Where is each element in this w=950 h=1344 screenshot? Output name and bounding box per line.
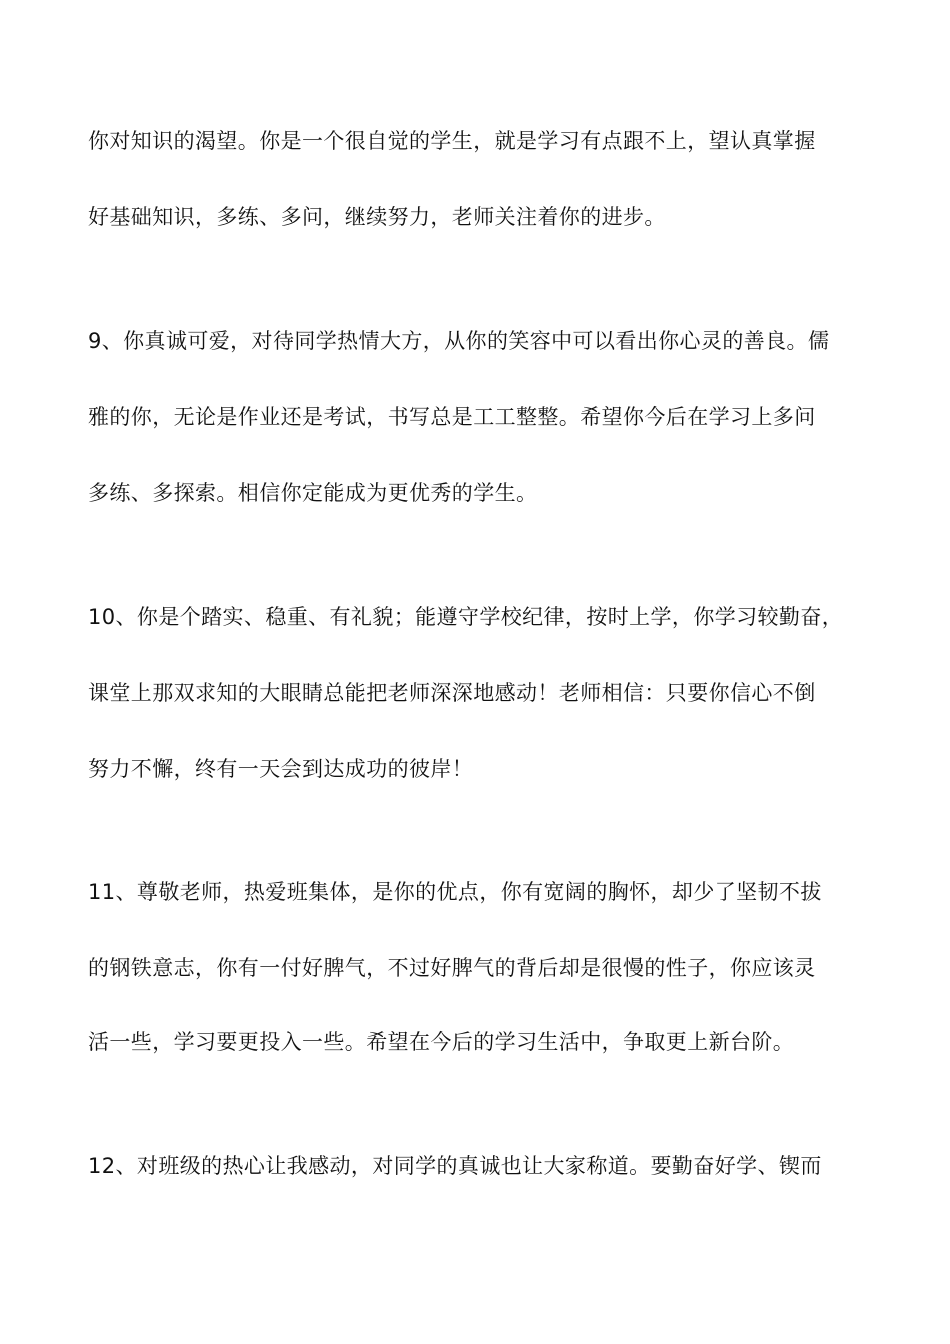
paragraph-1-line-1: 你对知识的渴望。你是一个很自觉的学生，就是学习有点跟不上，望认真掌握 <box>88 129 816 153</box>
paragraph-10-line-2: 课堂上那双求知的大眼睛总能把老师深深地感动！老师相信：只要你信心不倒 <box>88 681 816 705</box>
paragraph-10-line-1: 10、你是个踏实、稳重、有礼貌；能遵守学校纪律，按时上学，你学习较勤奋， <box>88 605 844 629</box>
paragraph-1-line-2: 好基础知识，多练、多问，继续努力，老师关注着你的进步。 <box>88 205 666 229</box>
paragraph-11-line-1: 11、尊敬老师，热爱班集体，是你的优点，你有宽阔的胸怀，却少了坚韧不拔 <box>88 880 822 904</box>
paragraph-11-line-2: 的钢铁意志，你有一付好脾气，不过好脾气的背后却是很慢的性子，你应该灵 <box>88 956 816 980</box>
paragraph-11-line-3: 活一些，学习要更投入一些。希望在今后的学习生活中，争取更上新台阶。 <box>88 1030 795 1054</box>
paragraph-9-line-3: 多练、多探索。相信你定能成为更优秀的学生。 <box>88 481 538 505</box>
paragraph-10-line-3: 努力不懈，终有一天会到达成功的彼岸！ <box>88 757 474 781</box>
paragraph-12-line-1: 12、对班级的热心让我感动，对同学的真诚也让大家称道。要勤奋好学、锲而 <box>88 1154 822 1178</box>
paragraph-9-line-2: 雅的你，无论是作业还是考试，书写总是工工整整。希望你今后在学习上多问 <box>88 405 816 429</box>
paragraph-9-line-1: 9、你真诚可爱，对待同学热情大方，从你的笑容中可以看出你心灵的善良。儒 <box>88 329 830 353</box>
